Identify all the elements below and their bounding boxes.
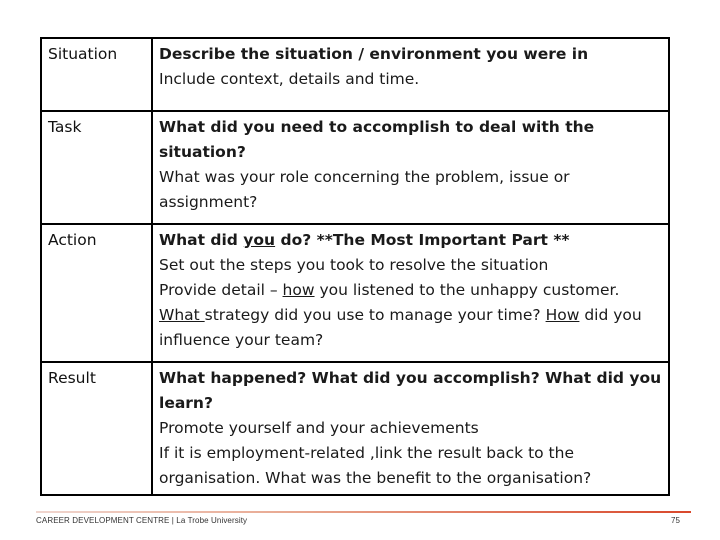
table-row-action <box>41 224 669 362</box>
action-heading <box>159 228 662 253</box>
action-heading-part: What did <box>159 231 244 249</box>
task-detail: What was your role concerning the problem, issue or assignment? <box>159 168 570 211</box>
row-label-cell <box>41 224 152 362</box>
row-body-cell <box>152 38 669 111</box>
result-detail-link: If it is employment-related ,link the result back to the organisation. What was the benefit to the organisation? <box>159 444 592 487</box>
result-detail-promote: Promote yourself and your achievements <box>159 419 479 437</box>
action-text-underlined: How <box>545 306 580 324</box>
row-label-result: Result <box>48 369 96 387</box>
situation-detail: Include context, details and time. <box>159 70 420 88</box>
row-label-cell <box>41 362 152 495</box>
action-text-part: did you influence your team? <box>159 306 642 349</box>
row-body-cell <box>152 111 669 224</box>
row-label-cell <box>41 111 152 224</box>
footer-text: CAREER DEVELOPMENT CENTRE | La Trobe University <box>36 516 248 525</box>
action-text-part: strategy did you use to manage your time? <box>204 306 546 324</box>
result-heading: What happened? What did you accomplish? What did you learn? <box>159 369 662 412</box>
row-label-action: Action <box>48 231 97 249</box>
footer-divider <box>36 511 691 513</box>
action-text-part: Provide detail – <box>159 281 283 299</box>
table-row-situation <box>41 38 669 111</box>
action-line-steps: Set out the steps you took to resolve the situation <box>159 256 549 274</box>
action-text-part: you listened to the unhappy customer. <box>314 281 620 299</box>
task-heading: What did you need to accomplish to deal with the situation? <box>159 118 595 161</box>
action-line-detail <box>159 278 662 353</box>
row-label-situation: Situation <box>48 45 118 63</box>
situation-heading: Describe the situation / environment you were in <box>159 45 589 63</box>
action-text-underlined: What <box>159 306 205 324</box>
action-heading-part: do? **The Most Important Part ** <box>275 231 570 249</box>
table-row-result <box>41 362 669 495</box>
action-heading-underlined: you <box>243 231 276 249</box>
row-label-cell <box>41 38 152 111</box>
table-row-task <box>41 111 669 224</box>
row-body-cell <box>152 362 669 495</box>
action-text-underlined: how <box>282 281 315 299</box>
row-label-task: Task <box>48 118 82 136</box>
row-body-cell <box>152 224 669 362</box>
star-method-table <box>40 37 670 496</box>
page-number: 75 <box>671 516 680 525</box>
